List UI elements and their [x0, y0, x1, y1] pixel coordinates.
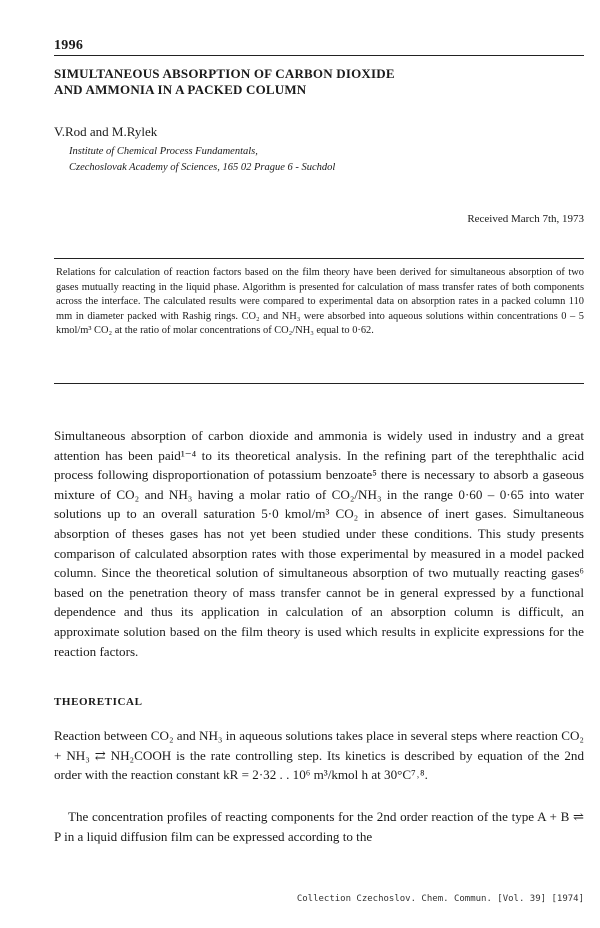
authors: V.Rod and M.Rylek — [54, 124, 158, 139]
affiliation — [69, 144, 569, 176]
received-date: Received March 7th, 1973 — [467, 213, 584, 225]
section-heading-theoretical: THEORETICAL — [54, 696, 143, 708]
title-line-1: SIMULTANEOUS ABSORPTION OF CARBON DIOXIDE — [54, 66, 395, 81]
affiliation-line-2: Czechoslovak Academy of Sciences, 165 02 Prague 6 - Suchdol — [69, 162, 336, 173]
affiliation-line-1: Institute of Chemical Process Fundamentals, — [69, 146, 258, 157]
abstract: Relations for calculation of reaction factors based on the film theory have been derived for simultaneous absorption of two gases mutually reacting in the liquid phase. Algorithm is presented for calculation of mass transfer rates of both components across the interface. The calculated results were compared to experimental data on absorption rates in a packed column 110 mm in diameter packed with Rashig rings. CO₂ and NH₃ were absorbed into aqueous solutions within concentrations 0 – 5 kmol/m³ CO₂ at the ratio of molar concentrations of CO₂/NH₃ equal to 0·62. — [56, 267, 584, 337]
paragraph-reaction: Reaction between CO₂ and NH₃ in aqueous solutions takes place in several steps where reaction CO₂ + NH₃ ⇄ NH₂COOH is the rate controlling step. Its kinetics is described by equation of the 2nd order with the reaction constant kR = 2·32 . . 10⁶ m³/kmol h at 30°C⁷˒⁸. — [54, 728, 584, 783]
paragraph-introduction: Simultaneous absorption of carbon dioxide and ammonia is widely used in industry and a great attention has been paid¹⁻⁴ to its theoretical analysis. In the refining part of the terephthalic acid process following disproportionation of potassium benzoate⁵ there is necessary to absorb a gaseous mixture of CO₂ and NH₃ having a molar ratio of CO₂/NH₃ in the range 0·60 – 0·65 into water solutions up to an overall saturation 5·0 kmol/m³ CO₂ in absence of inert gases. Simultaneous absorption of theses gases has not yet been studied under these conditions. This study presents comparison of calculated absorption rates with those experimental by measured in a model packed column. Since the theoretical solution of simultaneous absorption of two mutually reacting gases⁶ based on the penetration theory of mass transfer cannot be in general expressed by a functional dependence and thus its application in calculation of an absorption column is difficult, an approximate solution based on the film theory is used which results in explicite expressions for the reaction factors. — [54, 428, 584, 659]
title-line-2: AND AMMONIA IN A PACKED COLUMN — [54, 82, 307, 97]
header-rule — [54, 55, 584, 56]
page-number: 1996 — [54, 38, 84, 53]
paragraph-concentration: The concentration profiles of reacting components for the 2nd order reaction of the type A + B ⇌ P in a liquid diffusion film can be expressed according to the — [54, 809, 584, 844]
article-title — [54, 66, 574, 98]
journal-footer: Collection Czechoslov. Chem. Commun. [Vol. 39] [1974] — [296, 894, 584, 904]
